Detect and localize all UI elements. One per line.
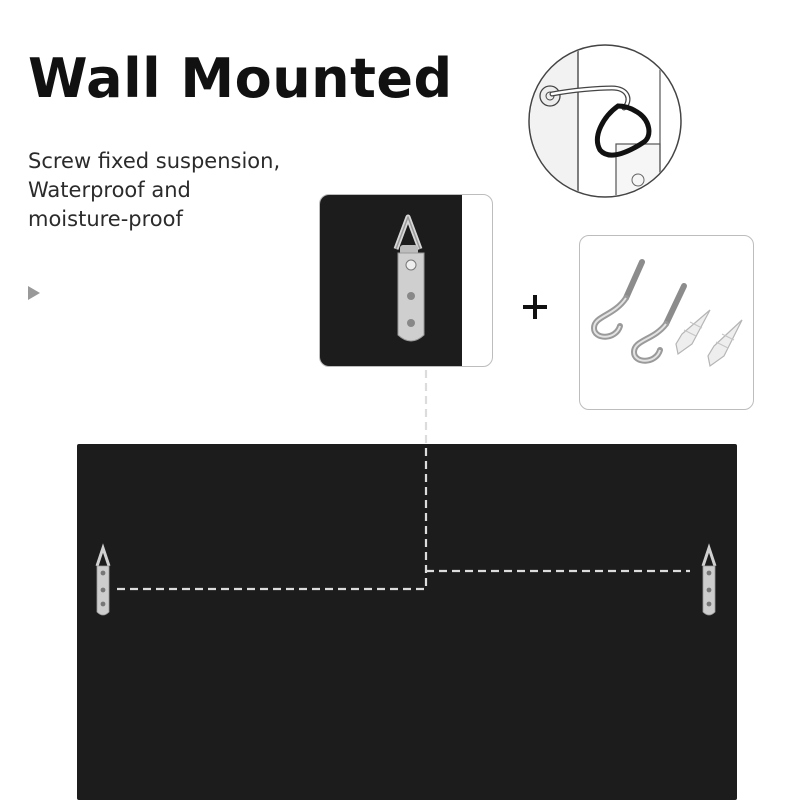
screw-hook-icon — [594, 262, 642, 337]
description-line-2: Waterproof and — [28, 178, 191, 202]
play-icon[interactable] — [28, 286, 40, 300]
feature-description — [28, 147, 280, 234]
hook-detail-illustration — [528, 44, 682, 198]
wall-anchor-icon — [708, 320, 742, 366]
panel-back — [77, 444, 737, 800]
plus-icon — [520, 292, 550, 322]
description-line-3: moisture-proof — [28, 207, 183, 231]
description-line-1: Screw fixed suspension, — [28, 149, 281, 173]
hanger-closeup — [319, 194, 493, 367]
wall-anchor-icon — [676, 310, 710, 354]
d-ring-hanger-icon — [320, 195, 493, 367]
page-title: Wall Mounted — [28, 47, 453, 110]
accessories-illustration — [580, 236, 754, 410]
accessories-box — [579, 235, 754, 410]
